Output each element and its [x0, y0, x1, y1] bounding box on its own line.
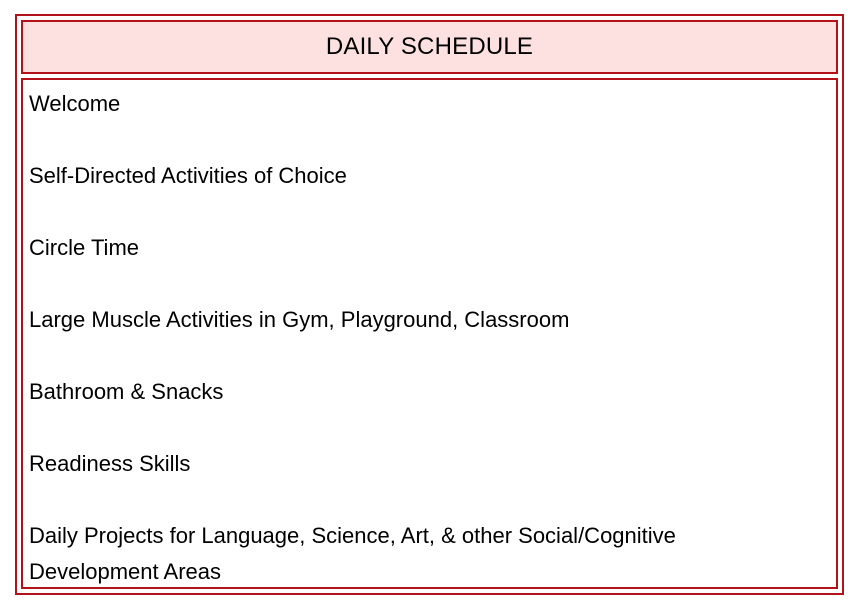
schedule-item-daily-projects: Daily Projects for Language, Science, Art, & other Social/Cognitive Development Areas: [29, 523, 676, 584]
schedule-item-readiness-skills: Readiness Skills: [29, 451, 191, 476]
schedule-item-welcome: Welcome: [29, 91, 121, 116]
schedule-cell: [21, 78, 838, 589]
schedule-item-circle-time: Circle Time: [29, 235, 140, 260]
header-cell: [21, 20, 838, 74]
page-title: DAILY SCHEDULE: [325, 33, 534, 60]
schedule-item-bathroom-snacks: Bathroom & Snacks: [29, 379, 224, 404]
schedule-item-self-directed-activities: Self-Directed Activities of Choice: [29, 163, 347, 188]
schedule-item-large-muscle-activities: Large Muscle Activities in Gym, Playground, Classroom: [29, 307, 570, 332]
daily-schedule-table: [15, 14, 844, 595]
schedule-list: [29, 86, 836, 590]
